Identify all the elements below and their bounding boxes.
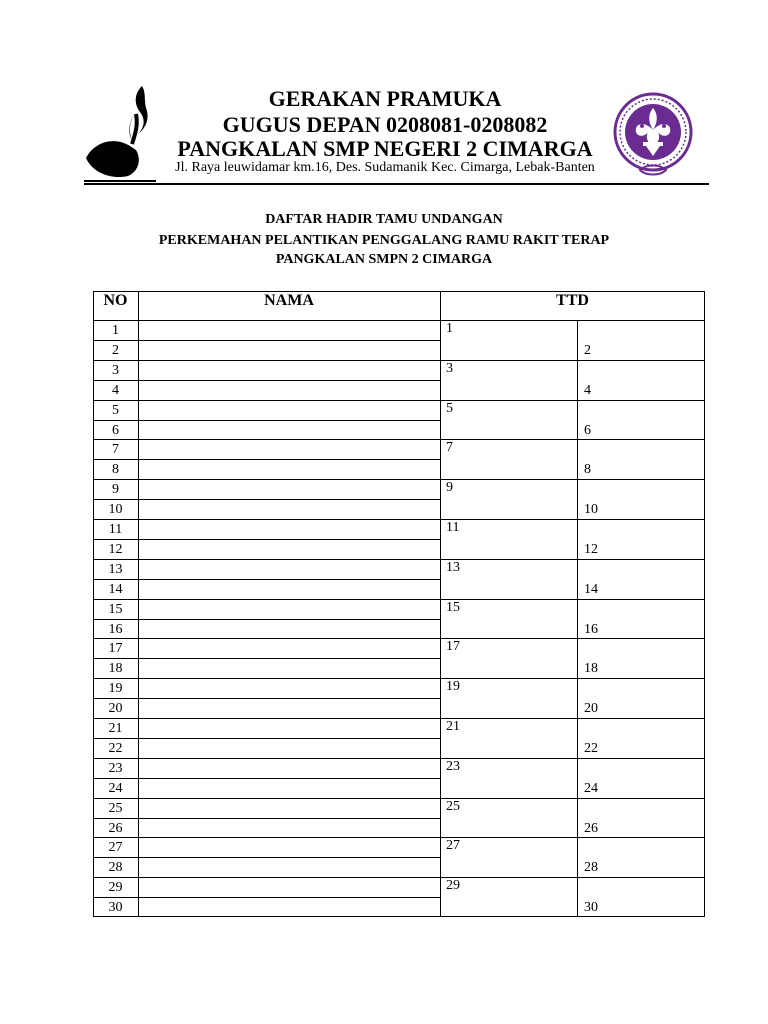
row-number: 28	[108, 860, 123, 876]
row-number: 7	[112, 442, 119, 458]
signature-slot-number: 3	[446, 360, 453, 376]
ttd-column-divider	[577, 479, 578, 519]
ttd-column-divider	[577, 559, 578, 599]
org-name: GERAKAN PRAMUKA	[268, 86, 502, 111]
name-cell[interactable]	[139, 361, 440, 380]
gugus-depan-number: GUGUS DEPAN 0208081-0208082	[222, 112, 548, 137]
ttd-column-divider	[577, 360, 578, 400]
name-cell[interactable]	[139, 699, 440, 718]
ttd-pair-divider	[440, 599, 705, 600]
ttd-column-divider	[577, 519, 578, 559]
signature-slot-number: 14	[584, 581, 598, 597]
tunas-kelapa-icon	[84, 84, 156, 184]
name-cell[interactable]	[139, 838, 440, 857]
row-number: 2	[112, 342, 119, 358]
signature-slot-number: 8	[584, 462, 591, 478]
name-cell[interactable]	[139, 898, 440, 917]
row-number: 30	[108, 900, 123, 916]
ttd-pair-divider	[440, 877, 705, 878]
signature-slot-number: 16	[584, 621, 598, 637]
name-cell[interactable]	[139, 819, 440, 838]
name-cell[interactable]	[139, 620, 440, 639]
name-cell[interactable]	[139, 799, 440, 818]
wosm-fleur-de-lis-icon	[610, 90, 696, 182]
ttd-column-divider	[577, 678, 578, 718]
pangkalan-name: PANGKALAN SMP NEGERI 2 CIMARGA	[177, 136, 593, 161]
signature-slot-number: 22	[584, 740, 598, 756]
signature-slot-number: 6	[584, 422, 591, 438]
row-number: 5	[112, 402, 119, 418]
header-no: NO	[103, 292, 128, 309]
row-number: 6	[112, 422, 119, 438]
signature-slot-number: 15	[446, 599, 460, 615]
signature-slot-number: 2	[584, 342, 591, 358]
name-cell[interactable]	[139, 540, 440, 559]
name-cell[interactable]	[139, 878, 440, 897]
signature-slot-number: 18	[584, 661, 598, 677]
row-number: 14	[108, 581, 123, 597]
name-cell[interactable]	[139, 679, 440, 698]
signature-slot-number: 25	[446, 798, 460, 814]
header-ttd: TTD	[556, 292, 589, 309]
name-cell[interactable]	[139, 779, 440, 798]
name-cell[interactable]	[139, 460, 440, 479]
ttd-column-divider	[577, 718, 578, 758]
ttd-column-divider	[577, 758, 578, 798]
signature-slot-number: 20	[584, 701, 598, 717]
name-cell[interactable]	[139, 480, 440, 499]
signature-slot-number: 11	[446, 520, 460, 535]
name-cell[interactable]	[139, 321, 440, 340]
name-cell[interactable]	[139, 520, 440, 539]
row-number: 11	[108, 522, 123, 537]
letterhead-divider	[84, 183, 709, 185]
signature-slot-number: 24	[584, 780, 598, 796]
row-number: 13	[108, 561, 123, 577]
row-number: 24	[108, 780, 123, 796]
ttd-pair-divider	[440, 718, 705, 719]
ttd-pair-divider	[440, 400, 705, 401]
row-number: 1	[112, 323, 119, 338]
signature-slot-number: 19	[446, 679, 460, 695]
name-cell[interactable]	[139, 381, 440, 400]
ttd-pair-divider	[440, 638, 705, 639]
signature-slot-number: 28	[584, 860, 598, 876]
signature-slot-number: 5	[446, 400, 453, 416]
name-cell[interactable]	[139, 600, 440, 619]
ttd-column-divider	[577, 638, 578, 678]
signature-slot-number: 26	[584, 820, 598, 836]
signature-slot-number: 10	[584, 502, 598, 518]
row-number: 21	[108, 721, 123, 736]
row-number: 17	[108, 641, 123, 657]
header-nama: NAMA	[264, 292, 314, 309]
row-number: 26	[108, 820, 123, 836]
row-number: 20	[108, 701, 123, 717]
name-cell[interactable]	[139, 341, 440, 360]
name-cell[interactable]	[139, 401, 440, 420]
signature-slot-number: 1	[446, 321, 453, 336]
row-number: 18	[108, 661, 123, 677]
name-cell[interactable]	[139, 560, 440, 579]
signature-slot-number: 21	[446, 719, 460, 734]
ttd-pair-divider	[440, 758, 705, 759]
ttd-column-divider	[577, 320, 578, 360]
row-number: 23	[108, 760, 123, 776]
signature-slot-number: 4	[584, 382, 591, 398]
row-number: 27	[108, 840, 123, 856]
row-number: 10	[108, 502, 123, 518]
row-number: 15	[108, 601, 123, 617]
signature-slot-number: 30	[584, 900, 598, 916]
row-number: 16	[108, 621, 123, 637]
name-cell[interactable]	[139, 580, 440, 599]
table-border-right	[704, 291, 705, 917]
name-cell[interactable]	[139, 659, 440, 678]
name-cell[interactable]	[139, 440, 440, 459]
signature-slot-number: 7	[446, 440, 453, 456]
ttd-column-divider	[577, 599, 578, 639]
row-number: 3	[112, 362, 119, 378]
ttd-pair-divider	[440, 837, 705, 838]
ttd-pair-divider	[440, 798, 705, 799]
row-number: 4	[112, 382, 119, 398]
name-cell[interactable]	[139, 858, 440, 877]
ttd-pair-divider	[440, 519, 705, 520]
signature-slot-number: 13	[446, 559, 460, 575]
row-number: 19	[108, 681, 123, 697]
signature-slot-number: 27	[446, 838, 460, 854]
row-number: 12	[108, 541, 123, 557]
name-cell[interactable]	[139, 759, 440, 778]
name-cell[interactable]	[139, 421, 440, 440]
ttd-column-divider	[577, 877, 578, 917]
name-cell[interactable]	[139, 739, 440, 758]
row-number: 22	[108, 740, 123, 756]
signature-slot-number: 23	[446, 758, 460, 774]
ttd-column-divider	[577, 837, 578, 877]
ttd-column-divider	[577, 439, 578, 479]
row-number: 8	[112, 462, 119, 478]
event-location: PANGKALAN SMPN 2 CIMARGA	[275, 252, 493, 267]
document-title: DAFTAR HADIR TAMU UNDANGAN	[265, 212, 503, 227]
ttd-pair-divider	[440, 439, 705, 440]
address: Jl. Raya leuwidamar km.16, Des. Sudamanik Kec. Cimarga, Lebak-Banten	[175, 160, 595, 175]
column-divider-nama	[440, 291, 441, 917]
ttd-pair-divider	[440, 360, 705, 361]
signature-slot-number: 29	[446, 878, 460, 894]
signature-slot-number: 12	[584, 541, 598, 557]
ttd-pair-divider	[440, 559, 705, 560]
ttd-pair-divider	[440, 479, 705, 480]
signature-slot-number: 9	[446, 480, 453, 496]
attendance-table	[93, 291, 705, 917]
ttd-pair-divider	[440, 678, 705, 679]
row-number: 29	[108, 880, 123, 896]
signature-slot-number: 17	[446, 639, 460, 655]
ttd-column-divider	[577, 400, 578, 440]
table-border-top	[93, 291, 705, 292]
event-title: PERKEMAHAN PELANTIKAN PENGGALANG RAMU RAKIT TERAP	[158, 233, 610, 248]
name-cell[interactable]	[139, 500, 440, 519]
row-number: 25	[108, 800, 123, 816]
ttd-column-divider	[577, 798, 578, 838]
name-cell[interactable]	[139, 719, 440, 738]
row-number: 9	[112, 482, 119, 498]
name-cell[interactable]	[139, 639, 440, 658]
